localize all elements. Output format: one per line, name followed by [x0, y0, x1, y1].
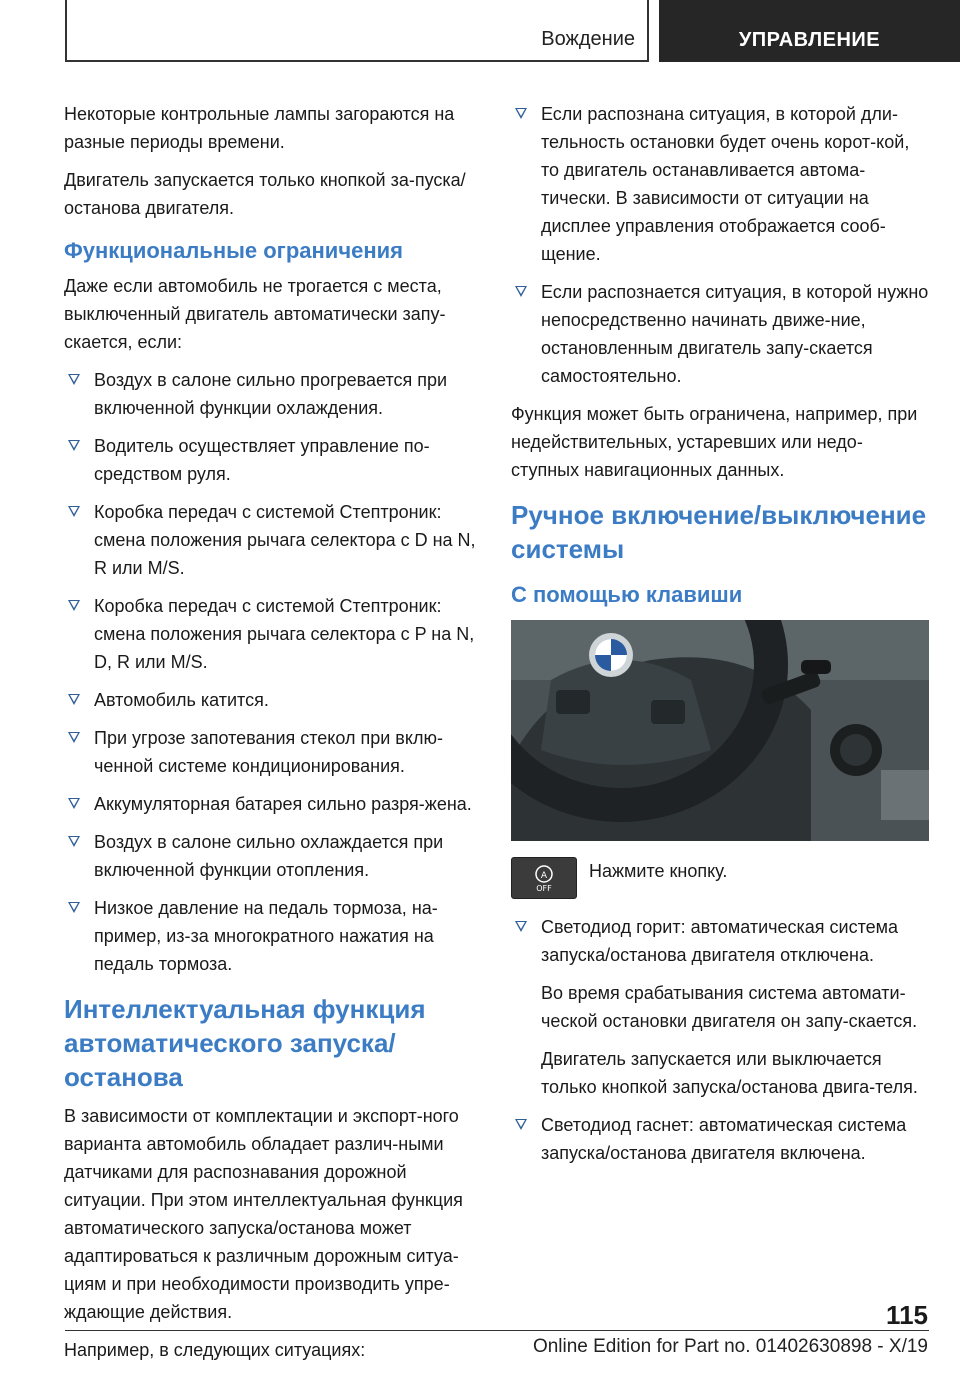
list-item: Воздух в салоне сильно прогревается при включенной функции охлаждения.: [64, 366, 482, 422]
led-on-detail-2: Двигатель запускается или выключается только кнопкой запуска/останова двига-теля.: [541, 1049, 918, 1097]
steering-wheel-illustration: [511, 620, 929, 841]
triangle-bullet-icon: [68, 440, 80, 451]
header-frame: [65, 0, 649, 62]
list-item: Если распознается ситуация, в которой нужно непосредственно начинать движе-ние, остановленным двигатель запу-скается самостоятельно.: [511, 278, 929, 390]
steering-wheel-photo: [511, 620, 929, 841]
list-item: Если распознана ситуация, в которой дли-тельность остановки будет очень корот-кой, то двигатель останавливается автома-тически. В зависимости от ситуации на дисплее управления отображается сооб-щение.: [511, 100, 929, 268]
limits-list: [64, 366, 482, 978]
list-item: Автомобиль катится.: [64, 686, 482, 714]
led-list: [511, 913, 929, 969]
manual-heading: Ручное включение/выключение системы: [511, 500, 927, 564]
triangle-bullet-icon: [515, 1119, 527, 1130]
button-subheading: С помощью клавиши: [511, 582, 743, 607]
list-item: Светодиод гаснет: автоматическая система запуска/останова двигателя включена.: [511, 1111, 929, 1167]
list-item: Водитель осуществляет управление по-средством руля.: [64, 432, 482, 488]
limits-intro: Даже если автомобиль не трогается с места, выключенный двигатель автоматически запу-скается, если:: [64, 276, 446, 352]
intro-paragraph-1: Некоторые контрольные лампы загораются на разные периоды времени.: [64, 104, 455, 152]
triangle-bullet-icon: [68, 506, 80, 517]
triangle-bullet-icon: [68, 694, 80, 705]
limited-note: Функция может быть ограничена, например, при недействительных, устаревших или недо-ступных навигационных данных.: [511, 404, 918, 480]
triangle-bullet-icon: [515, 286, 527, 297]
list-item: Коробка передач с системой Стептроник: смена положения рычага селектора с D на N, R или M/S.: [64, 498, 482, 582]
triangle-bullet-icon: [515, 921, 527, 932]
led-on-detail-1: Во время срабатывания система автомати-ческой остановки двигателя он запу-скается.: [541, 983, 918, 1031]
triangle-bullet-icon: [68, 732, 80, 743]
section-name: Вождение: [541, 28, 635, 50]
list-item: При угрозе запотевания стекол при вклю-ченной системе кондиционирования.: [64, 724, 482, 780]
list-item: Аккумуляторная батарея сильно разря-жена.: [64, 790, 482, 818]
list-item: Коробка передач с системой Стептроник: смена положения рычага селектора с P на N, D, R или M/S.: [64, 592, 482, 676]
svg-text:OFF: OFF: [536, 884, 552, 893]
triangle-bullet-icon: [68, 798, 80, 809]
svg-text:A: A: [540, 871, 548, 881]
triangle-bullet-icon: [515, 108, 527, 119]
auto-start-stop-off-button-icon[interactable]: [511, 857, 577, 899]
triangle-bullet-icon: [68, 902, 80, 913]
triangle-bullet-icon: [68, 374, 80, 385]
example-intro: Например, в следующих ситуациях:: [64, 1340, 366, 1360]
chapter-tab[interactable]: УПРАВЛЕНИЕ: [659, 0, 960, 62]
list-item: Воздух в салоне сильно охлаждается при включенной функции отопления.: [64, 828, 482, 884]
footer-edition: Online Edition for Part no. 01402630898 - X/19: [532, 1336, 928, 1357]
list-item: Низкое давление на педаль тормоза, на-пример, из-за многократного нажатия на педаль тормоза.: [64, 894, 482, 978]
list-item: Светодиод горит: автоматическая система запуска/останова двигателя отключена.: [511, 913, 929, 969]
situation-list: [511, 100, 929, 390]
triangle-bullet-icon: [68, 600, 80, 611]
limits-heading: Функциональные ограничения: [64, 238, 403, 263]
right-column: [511, 100, 929, 1177]
footer-rule: [65, 1330, 929, 1331]
press-button-text: Нажмите кнопку.: [589, 861, 728, 881]
left-column: [64, 100, 482, 1374]
intro-paragraph-2: Двигатель запускается только кнопкой за-пуска/останова двигателя.: [64, 170, 466, 218]
intelligent-heading: Интеллектуальная функция автоматического запуска/останова: [64, 994, 426, 1092]
page-number: 115: [886, 1300, 928, 1330]
triangle-bullet-icon: [68, 836, 80, 847]
button-instruction-row: [511, 857, 929, 899]
led-list-2: [511, 1111, 929, 1167]
intelligent-text: В зависимости от комплектации и экспорт-ного варианта автомобиль обладает различ-ными датчиками для распознавания дорожной ситуации. При этом интеллектуальная функция автоматического запуска/останова может адаптироваться к различным дорожным ситуа-циям и при необходимости производить упре-ждающие действия.: [64, 1106, 463, 1322]
